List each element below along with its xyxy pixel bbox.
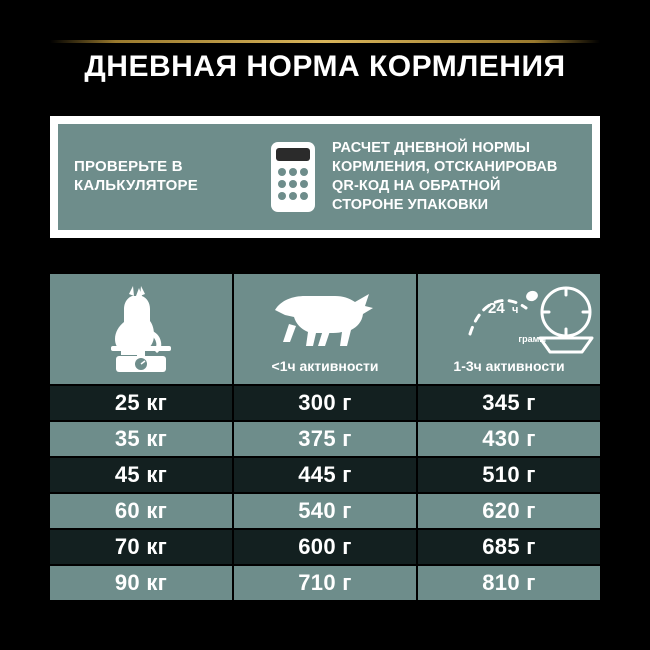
cell-weight: 70 кг bbox=[114, 534, 168, 559]
cell-high-activity: 620 г bbox=[416, 494, 600, 528]
cell-low-activity: 445 г bbox=[232, 458, 416, 492]
cell-high-activity: 685 г bbox=[416, 530, 600, 564]
calculator-banner bbox=[50, 116, 600, 238]
cell-low-activity: 710 г bbox=[232, 566, 416, 600]
table-header-row bbox=[50, 274, 600, 384]
header-low-activity-column bbox=[232, 274, 416, 384]
cell-weight: 45 кг bbox=[114, 462, 168, 487]
table-row bbox=[50, 492, 600, 528]
calculator-icon bbox=[264, 141, 322, 213]
cell-weight: 35 кг bbox=[114, 426, 168, 451]
calculator-banner-left-text: ПРОВЕРЬТЕ В КАЛЬКУЛЯТОРЕ bbox=[74, 158, 198, 194]
cell-low-activity: 600 г bbox=[232, 530, 416, 564]
table-row bbox=[50, 420, 600, 456]
clock-hours-unit: ч bbox=[512, 304, 519, 316]
cell-high-activity: 345 г bbox=[416, 386, 600, 420]
header-high-activity-label: 1-3ч активности bbox=[453, 358, 565, 374]
cell-high-activity: 430 г bbox=[416, 422, 600, 456]
cell-weight: 90 кг bbox=[114, 570, 168, 595]
table-row bbox=[50, 528, 600, 564]
cell-high-activity: 810 г bbox=[416, 566, 600, 600]
calculator-banner-inner bbox=[58, 124, 592, 230]
header-weight-column bbox=[50, 274, 232, 384]
table-row bbox=[50, 384, 600, 420]
cell-low-activity: 300 г bbox=[232, 386, 416, 420]
running-dog-icon bbox=[265, 284, 385, 355]
bowl-gram-label: грамм bbox=[518, 334, 546, 344]
header-low-activity-label: <1ч активности bbox=[271, 358, 379, 374]
page-title: ДНЕВНАЯ НОРМА КОРМЛЕНИЯ bbox=[84, 50, 566, 83]
gold-divider bbox=[50, 40, 600, 43]
cell-low-activity: 540 г bbox=[232, 494, 416, 528]
table-row bbox=[50, 456, 600, 492]
header-high-activity-column bbox=[416, 274, 600, 384]
cell-high-activity: 510 г bbox=[416, 458, 600, 492]
clock-hours-value: 24 bbox=[488, 300, 505, 317]
feeding-table bbox=[50, 274, 600, 600]
clock-24h-icon bbox=[466, 284, 552, 346]
cell-weight: 60 кг bbox=[114, 498, 168, 523]
cell-low-activity: 375 г bbox=[232, 422, 416, 456]
cell-weight: 25 кг bbox=[114, 390, 168, 415]
table-row bbox=[50, 564, 600, 600]
dog-on-scale-icon bbox=[95, 284, 187, 381]
calculator-banner-right-text: РАСЧЕТ ДНЕВНОЙ НОРМЫ КОРМЛЕНИЯ, ОТСКАНИРОВАВ QR-КОД НА ОБРАТНОЙ СТОРОНЕ УПАКОВКИ bbox=[332, 140, 558, 213]
